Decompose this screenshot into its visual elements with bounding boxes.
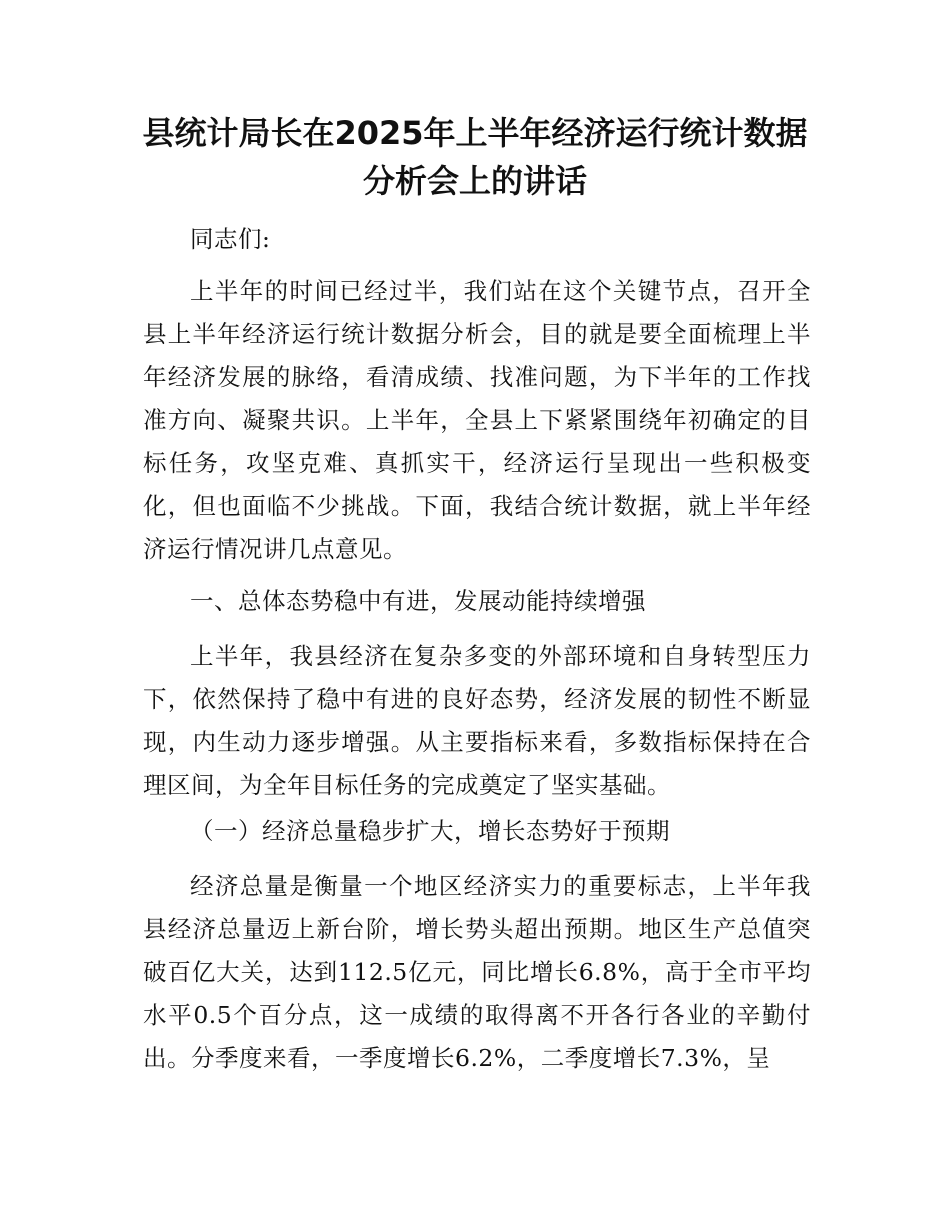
paragraph-overall-trend: 上半年，我县经济在复杂多变的外部环境和自身转型压力下，依然保持了稳中有进的良好态势，经济发展的韧性不断显现，内生动力逐步增强。从主要指标来看，多数指标保持在合理区间，为全年目标任务的完成奠定了坚实基础。	[143, 642, 811, 799]
section-heading-1: 一、总体态势稳中有进，发展动能持续增强	[190, 587, 646, 615]
paragraph-economic-total: 经济总量是衡量一个地区经济实力的重要标志，上半年我县经济总量迈上新台阶，增长势头超出预期。地区生产总值突破百亿大关，达到112.5亿元，同比增长6.8%，高于全市平均水平0.5个百分点，这一成绩的取得离不开各行各业的辛勤付出。分季度来看，一季度增长6.2%，二季度增长7.3%，呈	[143, 872, 811, 1072]
greeting: 同志们:	[190, 225, 271, 253]
document-title-line-2: 分析会上的讲话	[362, 162, 587, 200]
document-title-line-1: 县统计局长在2025年上半年经济运行统计数据	[142, 114, 808, 152]
subsection-heading-1: （一）经济总量稳步扩大，增长态势好于预期	[190, 817, 670, 845]
paragraph-intro: 上半年的时间已经过半，我们站在这个关键节点，召开全县上半年经济运行统计数据分析会，目的就是要全面梳理上半年经济发展的脉络，看清成绩、找准问题，为下半年的工作找准方向、凝聚共识。上半年，全县上下紧紧围绕年初确定的目标任务，攻坚克难、真抓实干，经济运行呈现出一些积极变化，但也面临不少挑战。下面，我结合统计数据，就上半年经济运行情况讲几点意见。	[143, 277, 811, 563]
